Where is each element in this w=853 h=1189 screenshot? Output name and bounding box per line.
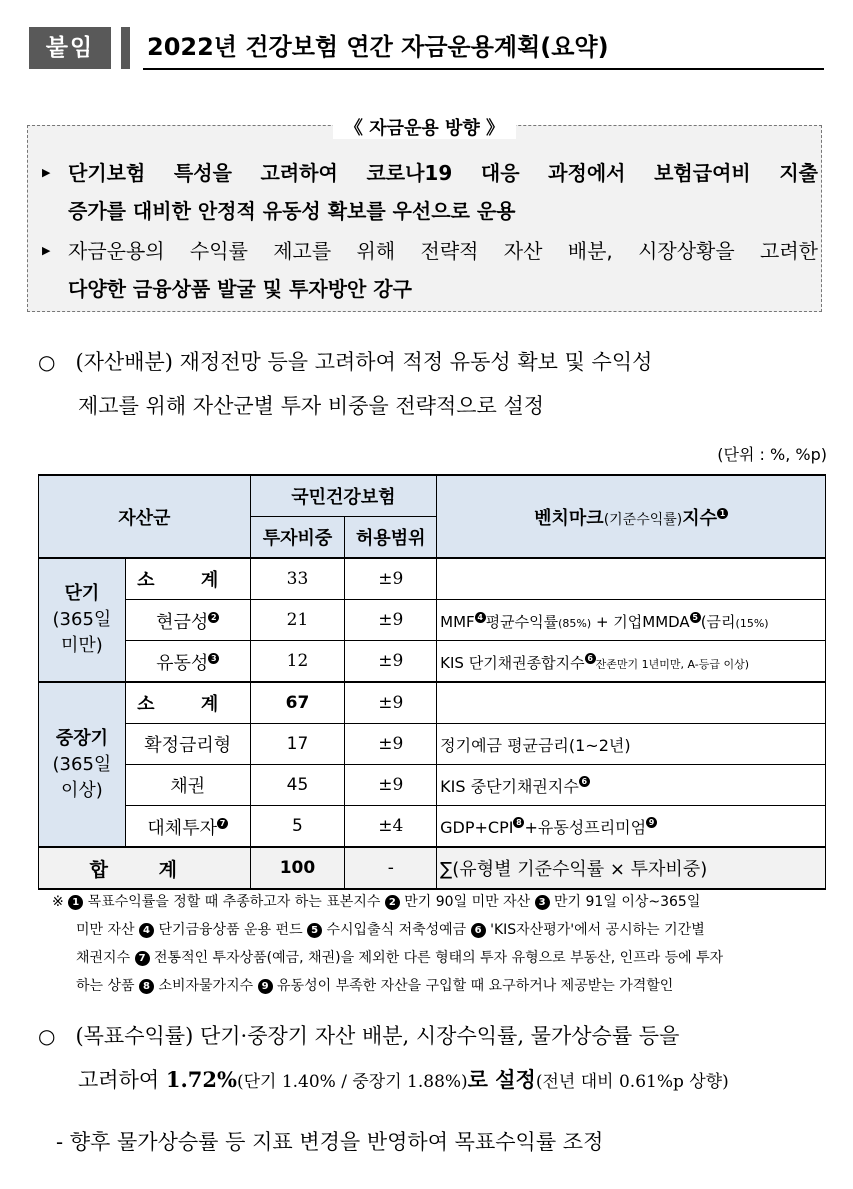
footnote-8-icon: 8: [513, 817, 524, 828]
total-benchmark: ∑(유형별 기준수익률 × 투자비중): [437, 847, 826, 889]
table-row: [39, 558, 826, 600]
table-total-row: [39, 847, 826, 889]
benchmark-cell: [437, 682, 826, 724]
group-long-term: 중장기 (365일 이상): [39, 682, 126, 847]
asset-allocation-line-2: 제고를 위해 자산군별 투자 비중을 전략적으로 설정: [78, 394, 545, 418]
weight-cell: 33: [250, 558, 345, 600]
benchmark-cell: [437, 558, 826, 600]
group-short-term: 단기 (365일 미만): [39, 558, 126, 682]
weight-cell: 17: [250, 724, 345, 765]
total-weight: 100: [250, 847, 345, 889]
table-row: [39, 724, 826, 765]
range-cell: ±4: [345, 806, 437, 848]
benchmark-cell: 정기예금 평균금리(1~2년): [437, 724, 826, 765]
policy-bullet-1-line-1: 단기보험 특성을 고려하여 코로나19 대응 과정에서 보험급여비 지출: [68, 161, 818, 185]
title-underline: [143, 68, 824, 70]
benchmark-cell: KIS 중단기채권지수 $^6$: [437, 765, 826, 806]
weight-cell: 12: [250, 641, 345, 683]
range-cell: ±9: [345, 724, 437, 765]
doc-header: [29, 27, 824, 71]
policy-box: [27, 118, 822, 312]
range-cell: ±9: [345, 765, 437, 806]
triangle-bullet-icon: ▶: [42, 166, 51, 179]
allocation-table: [38, 474, 826, 890]
footnote-6-icon: 6: [579, 776, 590, 787]
unit-label: (단위 : %, %p): [717, 445, 827, 464]
table-row: [39, 641, 826, 683]
footnote-9-icon: 9: [646, 817, 657, 828]
header-bar: [121, 27, 130, 69]
footnote-3-icon: 3: [208, 653, 219, 664]
row-label: 채권: [125, 765, 250, 806]
asset-allocation-line-1: (자산배분) 재정전망 등을 고려하여 적정 유동성 확보 및 수익성: [75, 350, 653, 374]
benchmark-cell: GDP+CPI $^8$ +유동성프리미엄 $^9$: [437, 806, 826, 848]
col-header-asset: 자산군: [39, 475, 251, 558]
range-cell: ±9: [345, 600, 437, 641]
target-return-line-1: (목표수익률) 단기·중장기 자산 배분, 시장수익률, 물가상승률 등을: [75, 1024, 680, 1048]
range-cell: ±9: [345, 682, 437, 724]
policy-box-title: 《 자금운용 방향 》: [28, 114, 821, 140]
policy-bullet-2-line-1: 자금운용의 수익률 제고를 위해 전략적 자산 배분, 시장상황을 고려한: [68, 239, 818, 263]
row-label: 현금성 $^2$: [125, 600, 250, 641]
triangle-bullet-icon: ▶: [42, 244, 51, 257]
asset-allocation-paragraph: [38, 340, 652, 428]
footnote-2-icon: 2: [208, 612, 219, 623]
row-label: 소 계: [125, 558, 250, 600]
footnote-5-icon: 5: [690, 612, 701, 623]
weight-cell: 5: [250, 806, 345, 848]
weight-cell: 67: [250, 682, 345, 724]
col-header-weight: 투자비중: [250, 517, 345, 559]
target-return-paragraph: [38, 1014, 729, 1104]
circle-marker: ○: [38, 1024, 56, 1048]
weight-cell: 45: [250, 765, 345, 806]
table-row: [39, 600, 826, 641]
total-range: -: [345, 847, 437, 889]
footnotes: ※ 1 목표수익률을 정할 때 추종하고자 하는 표본지수 2 만기 90일 미만 자산 3 만기 91일 이상~365일 미만 자산 4 단기금융상품 운용 펀드 5 수시입출식 저축성예금 6 'KIS자산평가'에서 공시하는 기간별 채권지수 7 전통적인 투자상품(예금, 채권)을 제외한 다른 형태의 투자 유형으로 부동산, 인프라 등에 투자 하는 상품 8 소비자물가지수 9 유동성이 부족한 자산을 구입할 때 요구하거나 제공받는 가격할인: [52, 894, 724, 994]
table-row: [39, 765, 826, 806]
range-cell: ±9: [345, 558, 437, 600]
row-label: 유동성 $^3$: [125, 641, 250, 683]
attachment-badge: 붙임: [29, 27, 111, 69]
table-row: [39, 806, 826, 848]
row-label: 대체투자 $^7$: [125, 806, 250, 848]
row-label: 소 계: [125, 682, 250, 724]
benchmark-cell: MMF $^4$ 평균수익률(85%) + 기업MMDA $^5$ (금리(15%): [437, 600, 826, 641]
follow-up-note: - 향후 물가상승률 등 지표 변경을 반영하여 목표수익률 조정: [56, 1130, 604, 1154]
col-header-benchmark: 벤치마크(기준수익률)지수 $^1$: [437, 475, 826, 558]
footnote-4-icon: 4: [475, 612, 486, 623]
footnote-6-icon: 6: [585, 653, 596, 664]
target-return-line-2: 고려하여 1.72%(단기 1.40% / 중장기 1.88%)로 설정(전년 대비 0.61%p 상향): [78, 1067, 729, 1092]
total-label: 합 계: [39, 847, 251, 889]
weight-cell: 21: [250, 600, 345, 641]
policy-bullet-1-line-2: 증가를 대비한 안정적 유동성 확보를 우선으로 운용: [68, 199, 516, 223]
range-cell: ±9: [345, 641, 437, 683]
row-label: 확정금리형: [125, 724, 250, 765]
footnote-1-icon: 1: [717, 508, 728, 519]
benchmark-cell: KIS 단기채권종합지수 $^6$ 잔존만기 1년미만, A-등급 이상): [437, 641, 826, 683]
col-header-range: 허용범위: [345, 517, 437, 559]
col-header-nhi: 국민건강보험: [250, 475, 437, 517]
policy-bullet-2-line-2: 다양한 금융상품 발굴 및 투자방안 강구: [68, 277, 412, 301]
table-row: [39, 682, 826, 724]
page-title: 2022년 건강보험 연간 자금운용계획(요약): [147, 33, 609, 61]
circle-marker: ○: [38, 350, 56, 374]
footnote-7-icon: 7: [217, 818, 228, 829]
